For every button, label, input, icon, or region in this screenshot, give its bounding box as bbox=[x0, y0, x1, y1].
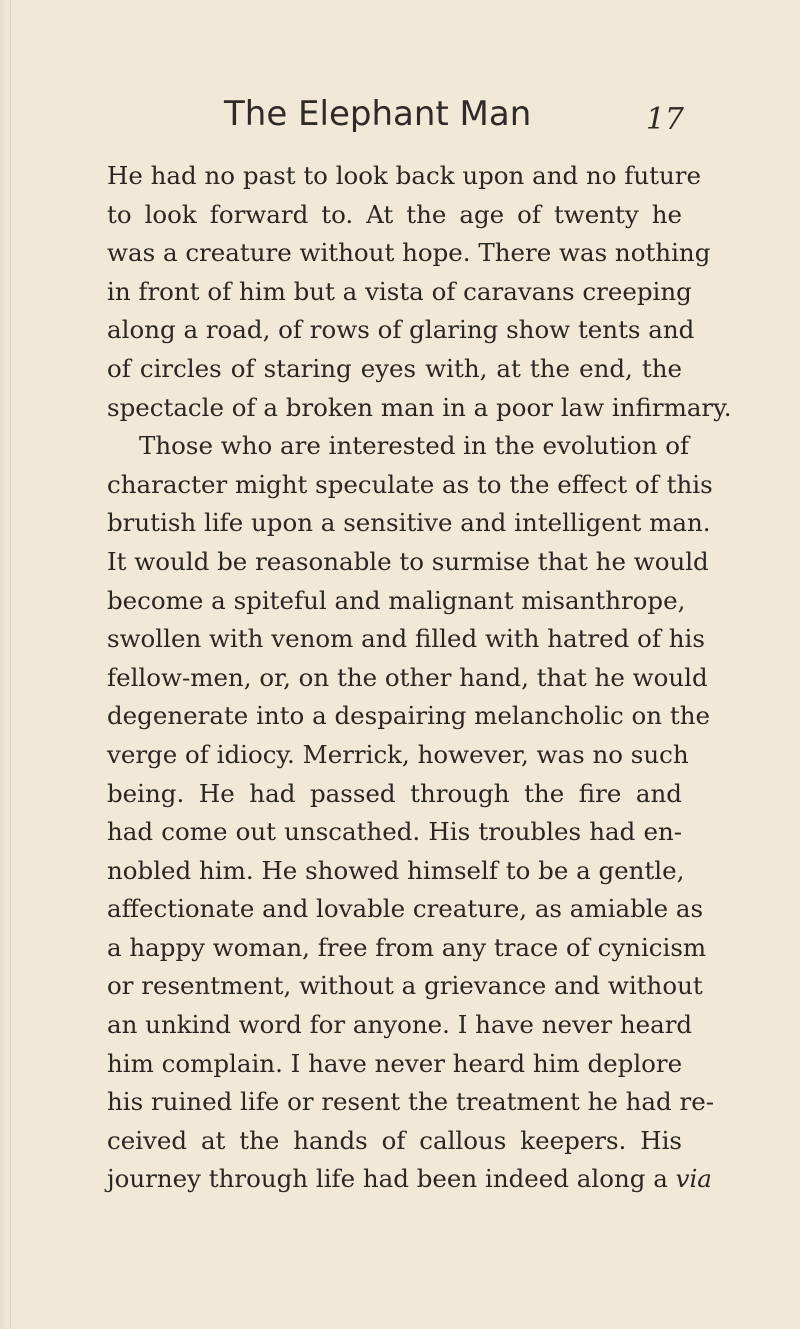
text-line: him complain. I have never heard him deplore bbox=[107, 1048, 683, 1078]
page-number: 17 bbox=[645, 102, 684, 137]
text-line: was a creature without hope. There was nothing bbox=[107, 238, 711, 268]
text-line: character might speculate as to the effect of this bbox=[107, 469, 713, 499]
text-line: nobled him. He showed himself to be a gentle, bbox=[107, 855, 685, 885]
italic-word: via bbox=[675, 1164, 712, 1194]
running-title: The Elephant Man bbox=[224, 94, 532, 134]
text-line: an unkind word for anyone. I have never heard bbox=[107, 1010, 693, 1040]
text-line: spectacle of a broken man in a poor law infirmary. bbox=[107, 392, 732, 422]
text-line: in front of him but a vista of caravans creeping bbox=[107, 276, 692, 306]
text-line: a happy woman, free from any trace of cynicism bbox=[107, 932, 707, 962]
text-line: brutish life upon a sensitive and intelligent man. bbox=[107, 508, 711, 538]
text-line: to look forward to. At the age of twenty he bbox=[107, 199, 682, 229]
text-line: swollen with venom and filled with hatred of his bbox=[107, 624, 705, 654]
page-edge bbox=[0, 0, 11, 1329]
text-line: It would be reasonable to surmise that he would bbox=[107, 546, 709, 576]
text-line: fellow-men, or, on the other hand, that he would bbox=[107, 662, 708, 692]
text-line: or resentment, without a grievance and without bbox=[107, 971, 703, 1001]
text-line: verge of idiocy. Merrick, however, was no such bbox=[107, 739, 689, 769]
text-line: his ruined life or resent the treatment he had re- bbox=[107, 1087, 714, 1117]
text-line: degenerate into a despairing melancholic on the bbox=[107, 701, 710, 731]
text-line-last bbox=[107, 1160, 712, 1199]
paragraph-start-line: Those who are interested in the evolution of bbox=[139, 431, 690, 461]
text-line: along a road, of rows of glaring show tents and bbox=[107, 315, 695, 345]
text-line: become a spiteful and malignant misanthrope, bbox=[107, 585, 686, 615]
running-head bbox=[224, 92, 684, 148]
text-line: of circles of staring eyes with, at the end, the bbox=[107, 353, 682, 383]
text-line: being. He had passed through the fire and bbox=[107, 778, 682, 808]
last-line-text: journey through life had been indeed along a bbox=[107, 1164, 676, 1194]
text-line: affectionate and lovable creature, as amiable as bbox=[107, 894, 704, 924]
body-text bbox=[107, 157, 732, 1199]
text-line: He had no past to look back upon and no future bbox=[107, 161, 701, 190]
text-line: had come out unscathed. His troubles had en- bbox=[107, 817, 682, 847]
text-line: ceived at the hands of callous keepers. His bbox=[107, 1125, 682, 1155]
